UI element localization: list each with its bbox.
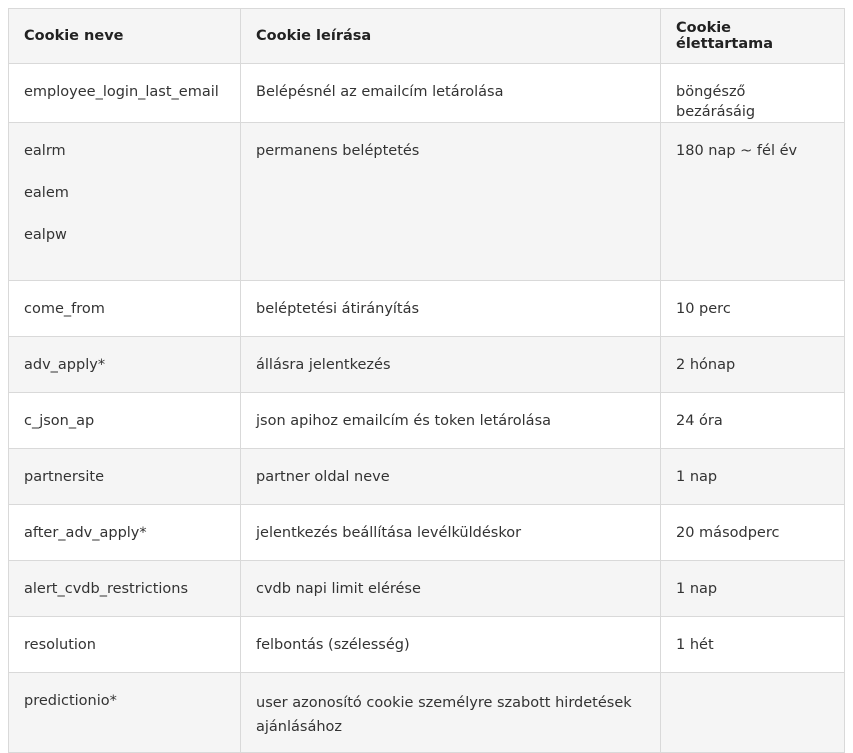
- cookie-description-cell: permanens beléptetés: [241, 123, 661, 281]
- cookie-name-cell: predictionio*: [9, 673, 241, 753]
- table-row: [9, 281, 845, 337]
- header-cookie-description: Cookie leírása: [241, 9, 661, 64]
- cookie-lifetime-cell: [661, 673, 845, 753]
- cookie-description-cell: partner oldal neve: [241, 449, 661, 505]
- description-line: ajánlásához: [256, 719, 343, 735]
- table-header-row: [9, 9, 845, 64]
- cookie-name-cell: c_json_ap: [9, 393, 241, 449]
- cookie-name-cell: after_adv_apply*: [9, 505, 241, 561]
- cookie-table: [8, 8, 845, 753]
- cookie-name-item: ealpw: [24, 227, 67, 243]
- cookie-lifetime-cell: böngésző bezárásáig: [661, 64, 845, 123]
- cookie-name-item: ealem: [24, 185, 69, 201]
- cookie-lifetime-cell: 180 nap ~ fél év: [661, 123, 845, 281]
- cookie-name-cell: resolution: [9, 617, 241, 673]
- cookie-lifetime-cell: 1 nap: [661, 449, 845, 505]
- cookie-description-cell: json apihoz emailcím és token letárolása: [241, 393, 661, 449]
- cookie-name-cell: employee_login_last_email: [9, 64, 241, 123]
- cookie-description-cell: jelentkezés beállítása levélküldéskor: [241, 505, 661, 561]
- cookie-name-cell: [9, 123, 241, 281]
- table-row: [9, 505, 845, 561]
- table-row: [9, 449, 845, 505]
- cookie-table-container: [8, 8, 845, 753]
- cookie-lifetime-cell: 10 perc: [661, 281, 845, 337]
- cookie-description-cell: felbontás (szélesség): [241, 617, 661, 673]
- table-row: [9, 673, 845, 753]
- cookie-lifetime-cell: 1 nap: [661, 561, 845, 617]
- table-row: [9, 393, 845, 449]
- table-row: [9, 561, 845, 617]
- table-row: [9, 123, 845, 281]
- cookie-name-cell: come_from: [9, 281, 241, 337]
- header-cookie-lifetime: Cookie élettartama: [661, 9, 845, 64]
- cookie-lifetime-cell: 1 hét: [661, 617, 845, 673]
- table-row: [9, 617, 845, 673]
- cookie-name-cell: alert_cvdb_restrictions: [9, 561, 241, 617]
- cookie-name-cell: partnersite: [9, 449, 241, 505]
- cookie-name-item: ealrm: [24, 143, 66, 159]
- cookie-description-cell: állásra jelentkezés: [241, 337, 661, 393]
- cookie-description-cell: Belépésnél az emailcím letárolása: [241, 64, 661, 123]
- cookie-lifetime-cell: 20 másodperc: [661, 505, 845, 561]
- cookie-name-cell: adv_apply*: [9, 337, 241, 393]
- cookie-lifetime-cell: 24 óra: [661, 393, 845, 449]
- cookie-description-cell: [241, 673, 661, 753]
- table-row: [9, 64, 845, 123]
- cookie-description-cell: beléptetési átirányítás: [241, 281, 661, 337]
- description-line: user azonosító cookie személyre szabott hirdetések: [256, 695, 632, 711]
- cookie-lifetime-cell: 2 hónap: [661, 337, 845, 393]
- cookie-description-cell: cvdb napi limit elérése: [241, 561, 661, 617]
- header-cookie-name: Cookie neve: [9, 9, 241, 64]
- table-row: [9, 337, 845, 393]
